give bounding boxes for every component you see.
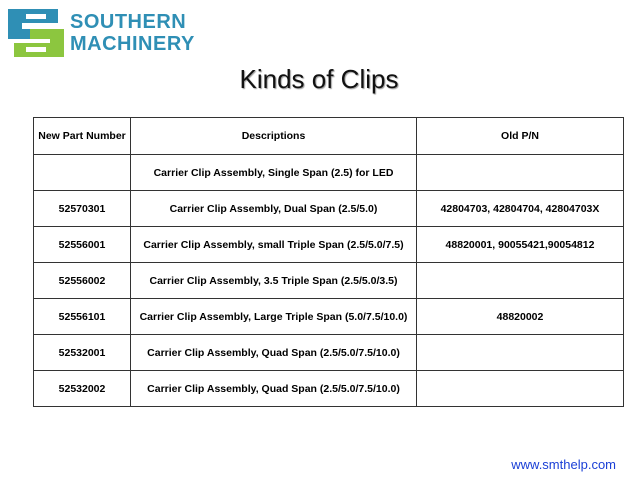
footer-website-link[interactable]: www.smthelp.com: [511, 457, 616, 472]
table-header-row: [34, 118, 624, 155]
cell-old-pn: [417, 371, 624, 407]
cell-old-pn: 42804703, 42804704, 42804703X: [417, 191, 624, 227]
logo-wordmark: [70, 11, 195, 55]
logo-line-1: SOUTHERN: [70, 11, 187, 33]
cell-old-pn: [417, 155, 624, 191]
header-old-pn: Old P/N: [417, 118, 624, 155]
cell-description: Carrier Clip Assembly, 3.5 Triple Span (2.5/5.0/3.5): [131, 263, 417, 299]
cell-old-pn: 48820001, 90055421,90054812: [417, 227, 624, 263]
table-row: [34, 299, 624, 335]
cell-old-pn: 48820002: [417, 299, 624, 335]
cell-description: Carrier Clip Assembly, Large Triple Span (5.0/7.5/10.0): [131, 299, 417, 335]
table-row: [34, 371, 624, 407]
cell-new-part-number: 52556002: [34, 263, 131, 299]
cell-old-pn: [417, 263, 624, 299]
header-new-part-number: New Part Number: [34, 118, 131, 155]
cell-description: Carrier Clip Assembly, Quad Span (2.5/5.0/7.5/10.0): [131, 371, 417, 407]
cell-new-part-number: 52532001: [34, 335, 131, 371]
cell-description: Carrier Clip Assembly, Dual Span (2.5/5.0): [131, 191, 417, 227]
company-logo: [6, 6, 195, 60]
cell-new-part-number: 52532002: [34, 371, 131, 407]
page-title: Kinds of Clips: [239, 64, 399, 94]
cell-new-part-number: 52570301: [34, 191, 131, 227]
logo-mark-icon: [6, 6, 66, 60]
table-row: [34, 263, 624, 299]
clips-table: [33, 117, 624, 407]
cell-description: Carrier Clip Assembly, small Triple Span (2.5/5.0/7.5): [131, 227, 417, 263]
table-row: [34, 155, 624, 191]
cell-new-part-number: [34, 155, 131, 191]
header-descriptions: Descriptions: [131, 118, 417, 155]
table-row: [34, 227, 624, 263]
logo-line-2: MACHINERY: [70, 33, 195, 55]
cell-new-part-number: 52556001: [34, 227, 131, 263]
cell-description: Carrier Clip Assembly, Single Span (2.5) for LED: [131, 155, 417, 191]
cell-new-part-number: 52556101: [34, 299, 131, 335]
table-row: [34, 191, 624, 227]
cell-old-pn: [417, 335, 624, 371]
table-row: [34, 335, 624, 371]
cell-description: Carrier Clip Assembly, Quad Span (2.5/5.0/7.5/10.0): [131, 335, 417, 371]
